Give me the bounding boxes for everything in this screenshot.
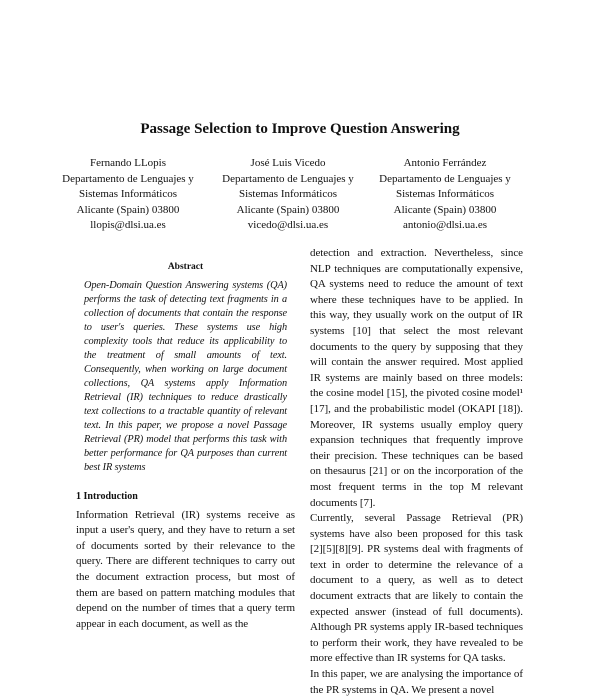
- paragraph: Currently, several Passage Retrieval (PR) systems have also been proposed for this task [2][5][8][9]. PR systems deal with fragments of text in order to determine the relevance of a document to a query, as well as to detect document extracts that are likely to contain the expected answer (instead of full documents). Although PR systems apply IR-based techniques to perform their work, they have revealed to be more effective than IR systems for QA tasks.: [310, 512, 523, 665]
- author-email: llopis@dlsi.ua.es: [90, 219, 166, 231]
- author-block-2: [198, 156, 378, 234]
- author-address: Alicante (Spain) 03800: [393, 203, 497, 216]
- author-department: Departamento de Lenguajes y: [379, 172, 511, 185]
- author-department: Departamento de Lenguajes y: [222, 172, 354, 185]
- author-name: José Luis Vicedo: [250, 157, 326, 169]
- author-department: Sistemas Informáticos: [395, 188, 495, 200]
- author-email: antonio@dlsi.ua.es: [402, 219, 488, 231]
- author-address: Alicante (Spain) 03800: [76, 203, 180, 216]
- author-department: Departamento de Lenguajes y: [62, 172, 194, 185]
- author-department: Sistemas Informáticos: [238, 188, 338, 200]
- section-heading-introduction: 1 Introduction: [76, 491, 138, 502]
- paper-title: Passage Selection to Improve Question Answering: [140, 121, 460, 137]
- author-email: vicedo@dlsi.ua.es: [247, 219, 329, 231]
- author-block-3: [355, 156, 535, 234]
- author-name: Fernando LLopis: [89, 157, 167, 169]
- left-column: [76, 260, 295, 632]
- abstract-text: Open-Domain Question Answering systems (QA) performs the task of detecting text fragments in a collection of documents that contain the response to user's queries. These systems use high complexity tools that reduce its applicability to the treatment of small amounts of text. Consequently, when working on large document collections, QA systems apply Information Retrieval (IR) techniques to reduce drastically text collections to a tractable quantity of relevant text. In this paper, we propose a novel Passage Retrieval (PR) model that performs this task with better performance for QA purposes than current best IR systems: [84, 280, 287, 473]
- author-block-1: [38, 156, 218, 234]
- author-address: Alicante (Spain) 03800: [236, 203, 340, 216]
- paragraph: In this paper, we are analysing the importance of the PR systems in QA. We present a novel: [310, 668, 523, 696]
- right-column: [310, 246, 523, 698]
- author-name: Antonio Ferrández: [403, 157, 487, 169]
- paragraph: Information Retrieval (IR) systems receive as input a user's query, and they have to return a set of documents sorted by their relevance to the query. There are different techniques to carry out the document extraction process, but most of them are based on pattern matching modules that depend on the number of times that a query term appear in each document, as well as the: [76, 508, 295, 630]
- author-department: Sistemas Informáticos: [78, 188, 178, 200]
- abstract-heading: Abstract: [167, 262, 204, 272]
- paragraph: detection and extraction. Nevertheless, since NLP techniques are computationally expensive, QA systems need to reduce the amount of text where these techniques have to be applied. In this way, they usually work on the output of IR systems [10] that select the most relevant documents to the query by supposing that they will contain the answer required. Most applied IR systems are mainly based on three models: the cosine model [15], the pivoted cosine model¹ [17], and the probabilistic model (OKAPI [18]). Moreover, IR systems usually employ query expansion techniques that frequently improve their precision. These techniques can be based on thesaurus [21] or on the incorporation of the most frequent terms in the top M relevant documents [7].: [310, 247, 523, 509]
